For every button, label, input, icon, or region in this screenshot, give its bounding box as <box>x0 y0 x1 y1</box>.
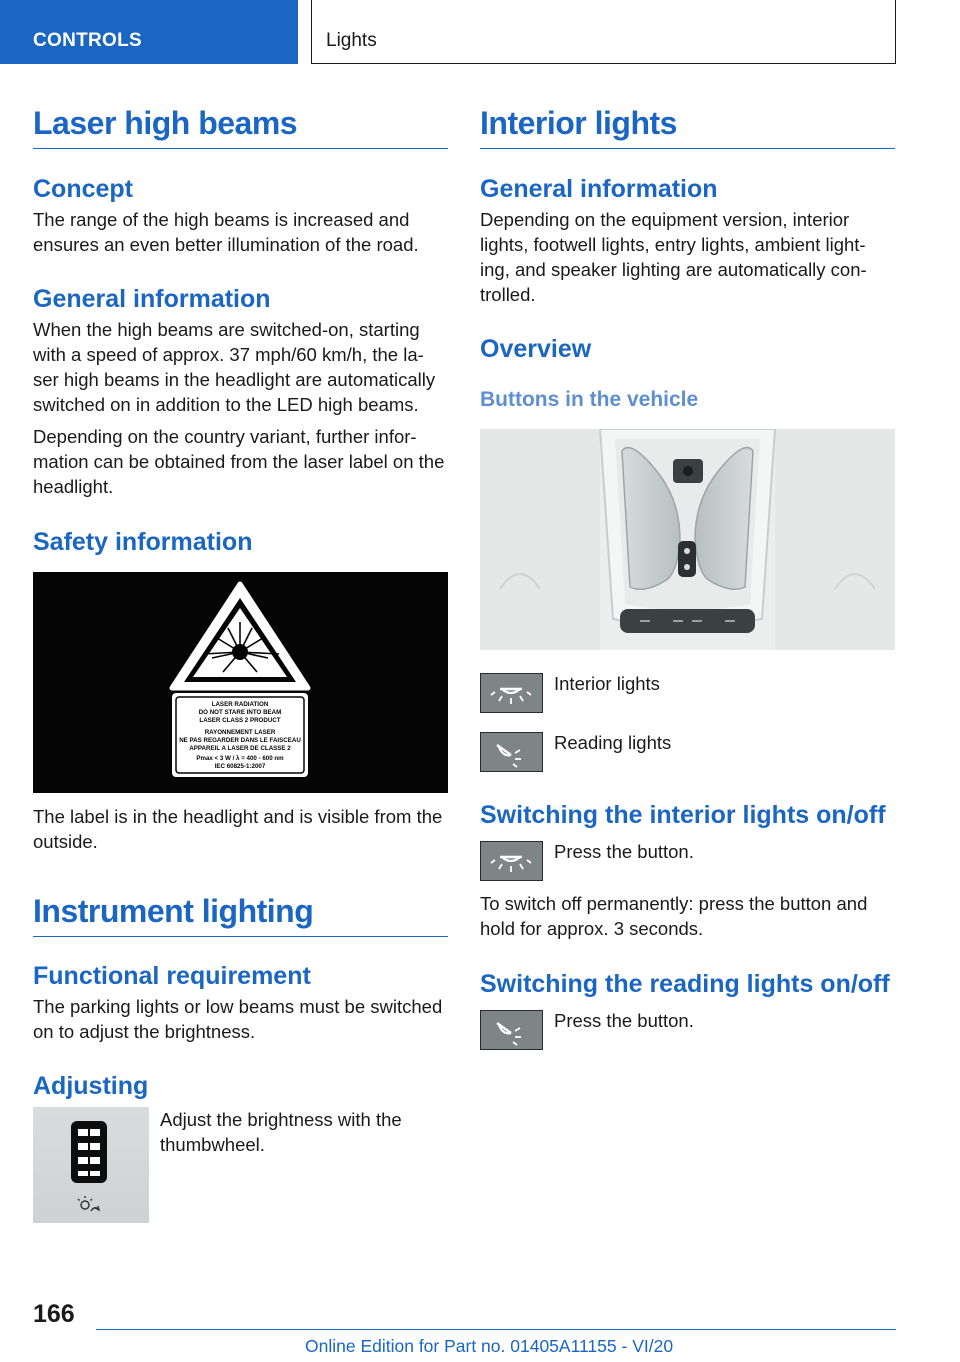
footer-divider <box>96 1329 896 1330</box>
interior-general-heading: General information <box>480 175 718 203</box>
label-line-4: RAYONNEMENT LASER <box>204 729 276 736</box>
page-number: 166 <box>33 1300 75 1328</box>
switch-interior-note: To switch off permanently: press the button and hold for approx. 3 seconds. <box>480 893 868 939</box>
chapter-label: Lights <box>326 30 377 51</box>
label-line-8: IEC 60825-1:2007 <box>214 763 266 770</box>
adjusting-text: Adjust the brightness with the thumbwheel. <box>160 1109 402 1155</box>
interior-lights-title: Interior lights <box>480 100 895 149</box>
label-line-2: DO NOT STARE INTO BEAM <box>198 709 282 716</box>
concept-heading: Concept <box>33 175 133 203</box>
footer-edition: Online Edition for Part no. 01405A11155 - VI/20 <box>305 1336 674 1356</box>
chapter-tab <box>311 0 896 64</box>
interior-general-text: Depending on the equipment version, interior lights, footwell lights, entry lights, ambient light‐ ing, and speaker lighting are automatically con‐ trolled. <box>480 209 867 305</box>
section-label: CONTROLS <box>33 30 143 51</box>
laser-general-heading: General information <box>33 285 271 313</box>
label-line-7: Pmax < 3 W / λ = 400 - 600 nm <box>196 755 284 762</box>
adjusting-heading: Adjusting <box>33 1072 149 1100</box>
section-tab <box>0 0 298 64</box>
concept-text: The range of the high beams is increased and ensures an even better illumination of the road. <box>33 209 419 255</box>
functional-requirement-text: The parking lights or low beams must be switched on to adjust the brightness. <box>33 996 443 1042</box>
legend-item-reading <box>480 730 895 772</box>
label-caption: The label is in the headlight and is visible from the outside. <box>33 806 443 852</box>
instrument-lighting-title: Instrument lighting <box>33 888 448 937</box>
switch-reading-heading: Switching the reading lights on/off <box>480 970 890 998</box>
adjusting-row <box>33 1107 448 1223</box>
buttons-in-vehicle-heading: Buttons in the vehicle <box>480 388 699 411</box>
functional-requirement-heading: Functional requirement <box>33 962 311 990</box>
thumbwheel-image <box>33 1107 149 1223</box>
right-column <box>480 100 895 1050</box>
legend-label-interior: Interior lights <box>554 673 660 694</box>
interior-light-button-icon <box>480 673 543 713</box>
legend-item-interior <box>480 671 895 713</box>
safety-heading: Safety information <box>33 528 253 556</box>
switch-interior-row <box>480 839 895 881</box>
left-column <box>33 100 448 1223</box>
label-line-3: LASER CLASS 2 PRODUCT <box>199 717 281 724</box>
laser-general-text-2: Depending on the country variant, further infor‐ mation can be obtained from the laser label on the headlight. <box>33 426 445 497</box>
roof-console-icon <box>480 429 895 650</box>
label-line-1: LASER RADIATION <box>211 701 269 708</box>
laser-warning-icon <box>33 572 448 793</box>
reading-light-button-icon-2 <box>480 1010 543 1050</box>
switch-reading-text: Press the button. <box>554 1010 694 1031</box>
label-line-6: APPAREIL A LASER DE CLASSE 2 <box>189 745 291 752</box>
roof-console-image <box>480 429 895 650</box>
thumbwheel-icon <box>33 1107 149 1223</box>
reading-light-button-icon <box>480 732 543 772</box>
switch-interior-heading: Switching the interior lights on/off <box>480 801 886 829</box>
switch-reading-row <box>480 1008 895 1050</box>
laser-warning-label-image <box>33 572 448 793</box>
laser-general-text-1: When the high beams are switched-on, starting with a speed of approx. 37 mph/60 km/h, the la‐ ser high beams in the headlight are automatically switched on in addition to the LED high beams. <box>33 319 436 415</box>
switch-interior-text: Press the button. <box>554 841 694 862</box>
legend-label-reading: Reading lights <box>554 732 672 753</box>
interior-light-button-icon-2 <box>480 841 543 881</box>
overview-heading: Overview <box>480 335 592 363</box>
laser-high-beams-title: Laser high beams <box>33 100 448 149</box>
label-line-5: NE PAS REGARDER DANS LE FAISCEAU <box>179 737 301 744</box>
